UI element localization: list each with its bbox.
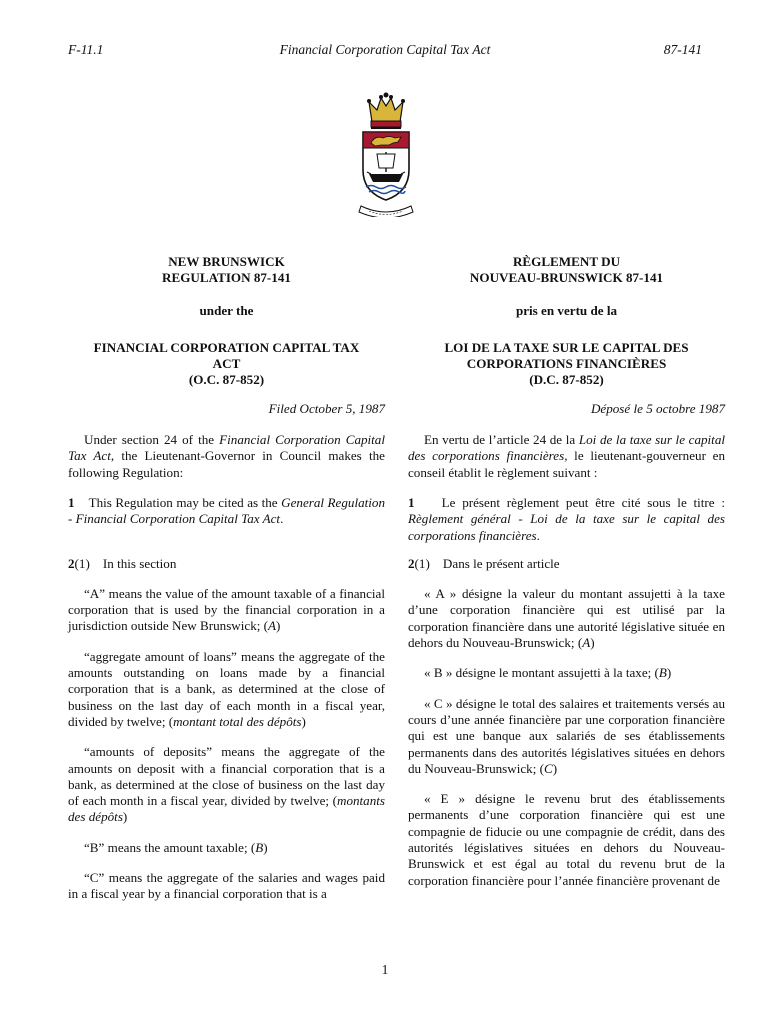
under-the-label: under the bbox=[199, 302, 254, 318]
page-number: 1 bbox=[381, 962, 389, 977]
order-in-council-number: (O.C. 87-852) bbox=[188, 372, 265, 388]
header-act-title: Financial Corporation Capital Tax Act bbox=[279, 42, 491, 57]
act-name-line1: FINANCIAL CORPORATION CAPITAL TAX bbox=[93, 339, 360, 355]
definition-b: « B » désigne le montant assujetti à la taxe; (B) bbox=[424, 665, 672, 681]
regulation-title-line2: REGULATION 87-141 bbox=[162, 270, 291, 286]
definition-e: « E » désigne le revenu brut des établissements permanents d’une corporation financière qui est une compagnie de fiducie ou une compagnie de crédit, dans des autorités législatives situées en dehors du Nouveau-Brunswick et est égal au total du revenu brut de la corporation financière pour l’année financière provenant de bbox=[408, 791, 725, 888]
enacting-paragraph: En vertu de l’article 24 de la Loi de la taxe sur le capital des corporations financières, le lieutenant-gouverneur en conseil établit le règlement suivant : bbox=[408, 432, 725, 480]
definition-c: « C » désigne le total des salaires et traitements versés au cours d’une année financière par une corporation financière qui est une banque aux salariés de ses établissements permanents dans des autorités législatives situées en dehors du Nouveau-Brunswick; (C) bbox=[408, 695, 725, 776]
act-name-line2: CORPORATIONS FINANCIÈRES bbox=[466, 356, 667, 372]
header-chapter-id: F-11.1 bbox=[68, 42, 104, 57]
filed-date: Déposé le 5 octobre 1987 bbox=[590, 400, 725, 416]
act-name-line2: ACT bbox=[212, 356, 241, 372]
section-1: 1 Le présent règlement peut être cité sous le titre : Règlement général - Loi de la taxe sur le capital des corporations financières. bbox=[408, 494, 726, 543]
under-the-label: pris en vertu de la bbox=[515, 302, 618, 318]
definition-amounts-of-deposits: “amounts of deposits” means the aggregate of the amounts on deposit with a financial corporation that is a bank, as determined at the close of business on the last day of each month in a fiscal year, divided by twelve; (montants des dépôts) bbox=[68, 744, 385, 825]
enacting-paragraph: Under section 24 of the Financial Corporation Capital Tax Act, the Lieutenant-Governor in Council makes the following Regulation: bbox=[68, 432, 385, 480]
regulation-title-line2: NOUVEAU-BRUNSWICK 87-141 bbox=[469, 270, 664, 286]
header-regulation-number: 87-141 bbox=[663, 42, 702, 57]
order-in-council-number: (D.C. 87-852) bbox=[529, 372, 604, 388]
definition-b: “B” means the amount taxable; (B) bbox=[84, 839, 268, 855]
english-column bbox=[68, 254, 385, 903]
definition-a: « A » désigne la valeur du montant assujetti à la taxe d’une corporation financière qui est utilisé par la corporation financière dans une autorité législative située en dehors du Nouveau-Brunswick; (A) bbox=[408, 586, 725, 651]
section-2-1-heading: 2(1) Dans le présent article bbox=[408, 555, 560, 571]
french-column bbox=[408, 254, 725, 889]
definition-a: “A” means the value of the amount taxable of a financial corporation that is used by the financial corporation in a jurisdiction outside New Brunswick; (A) bbox=[68, 585, 385, 634]
coat-of-arms-crest-icon bbox=[355, 92, 417, 217]
filed-date: Filed October 5, 1987 bbox=[268, 400, 385, 416]
section-2-1-heading: 2(1) In this section bbox=[68, 555, 177, 571]
definition-aggregate-amount-of-loans: “aggregate amount of loans” means the aggregate of the amounts outstanding on loans made by a financial corporation that is a bank, as determined at the close of business on the last day of each month in a fiscal year, divided by twelve; (montant total des dépôts) bbox=[68, 648, 385, 729]
definition-c: “C” means the aggregate of the salaries and wages paid in a fiscal year by a financial corporation that is a bbox=[68, 870, 385, 902]
regulation-title-line1: NEW BRUNSWICK bbox=[168, 254, 285, 269]
section-1: 1 This Regulation may be cited as the General Regulation - Financial Corporation Capital Tax Act. bbox=[68, 494, 385, 527]
regulation-title-line1: RÈGLEMENT DU bbox=[512, 254, 621, 269]
act-name-line1: LOI DE LA TAXE SUR LE CAPITAL DES bbox=[444, 339, 689, 355]
